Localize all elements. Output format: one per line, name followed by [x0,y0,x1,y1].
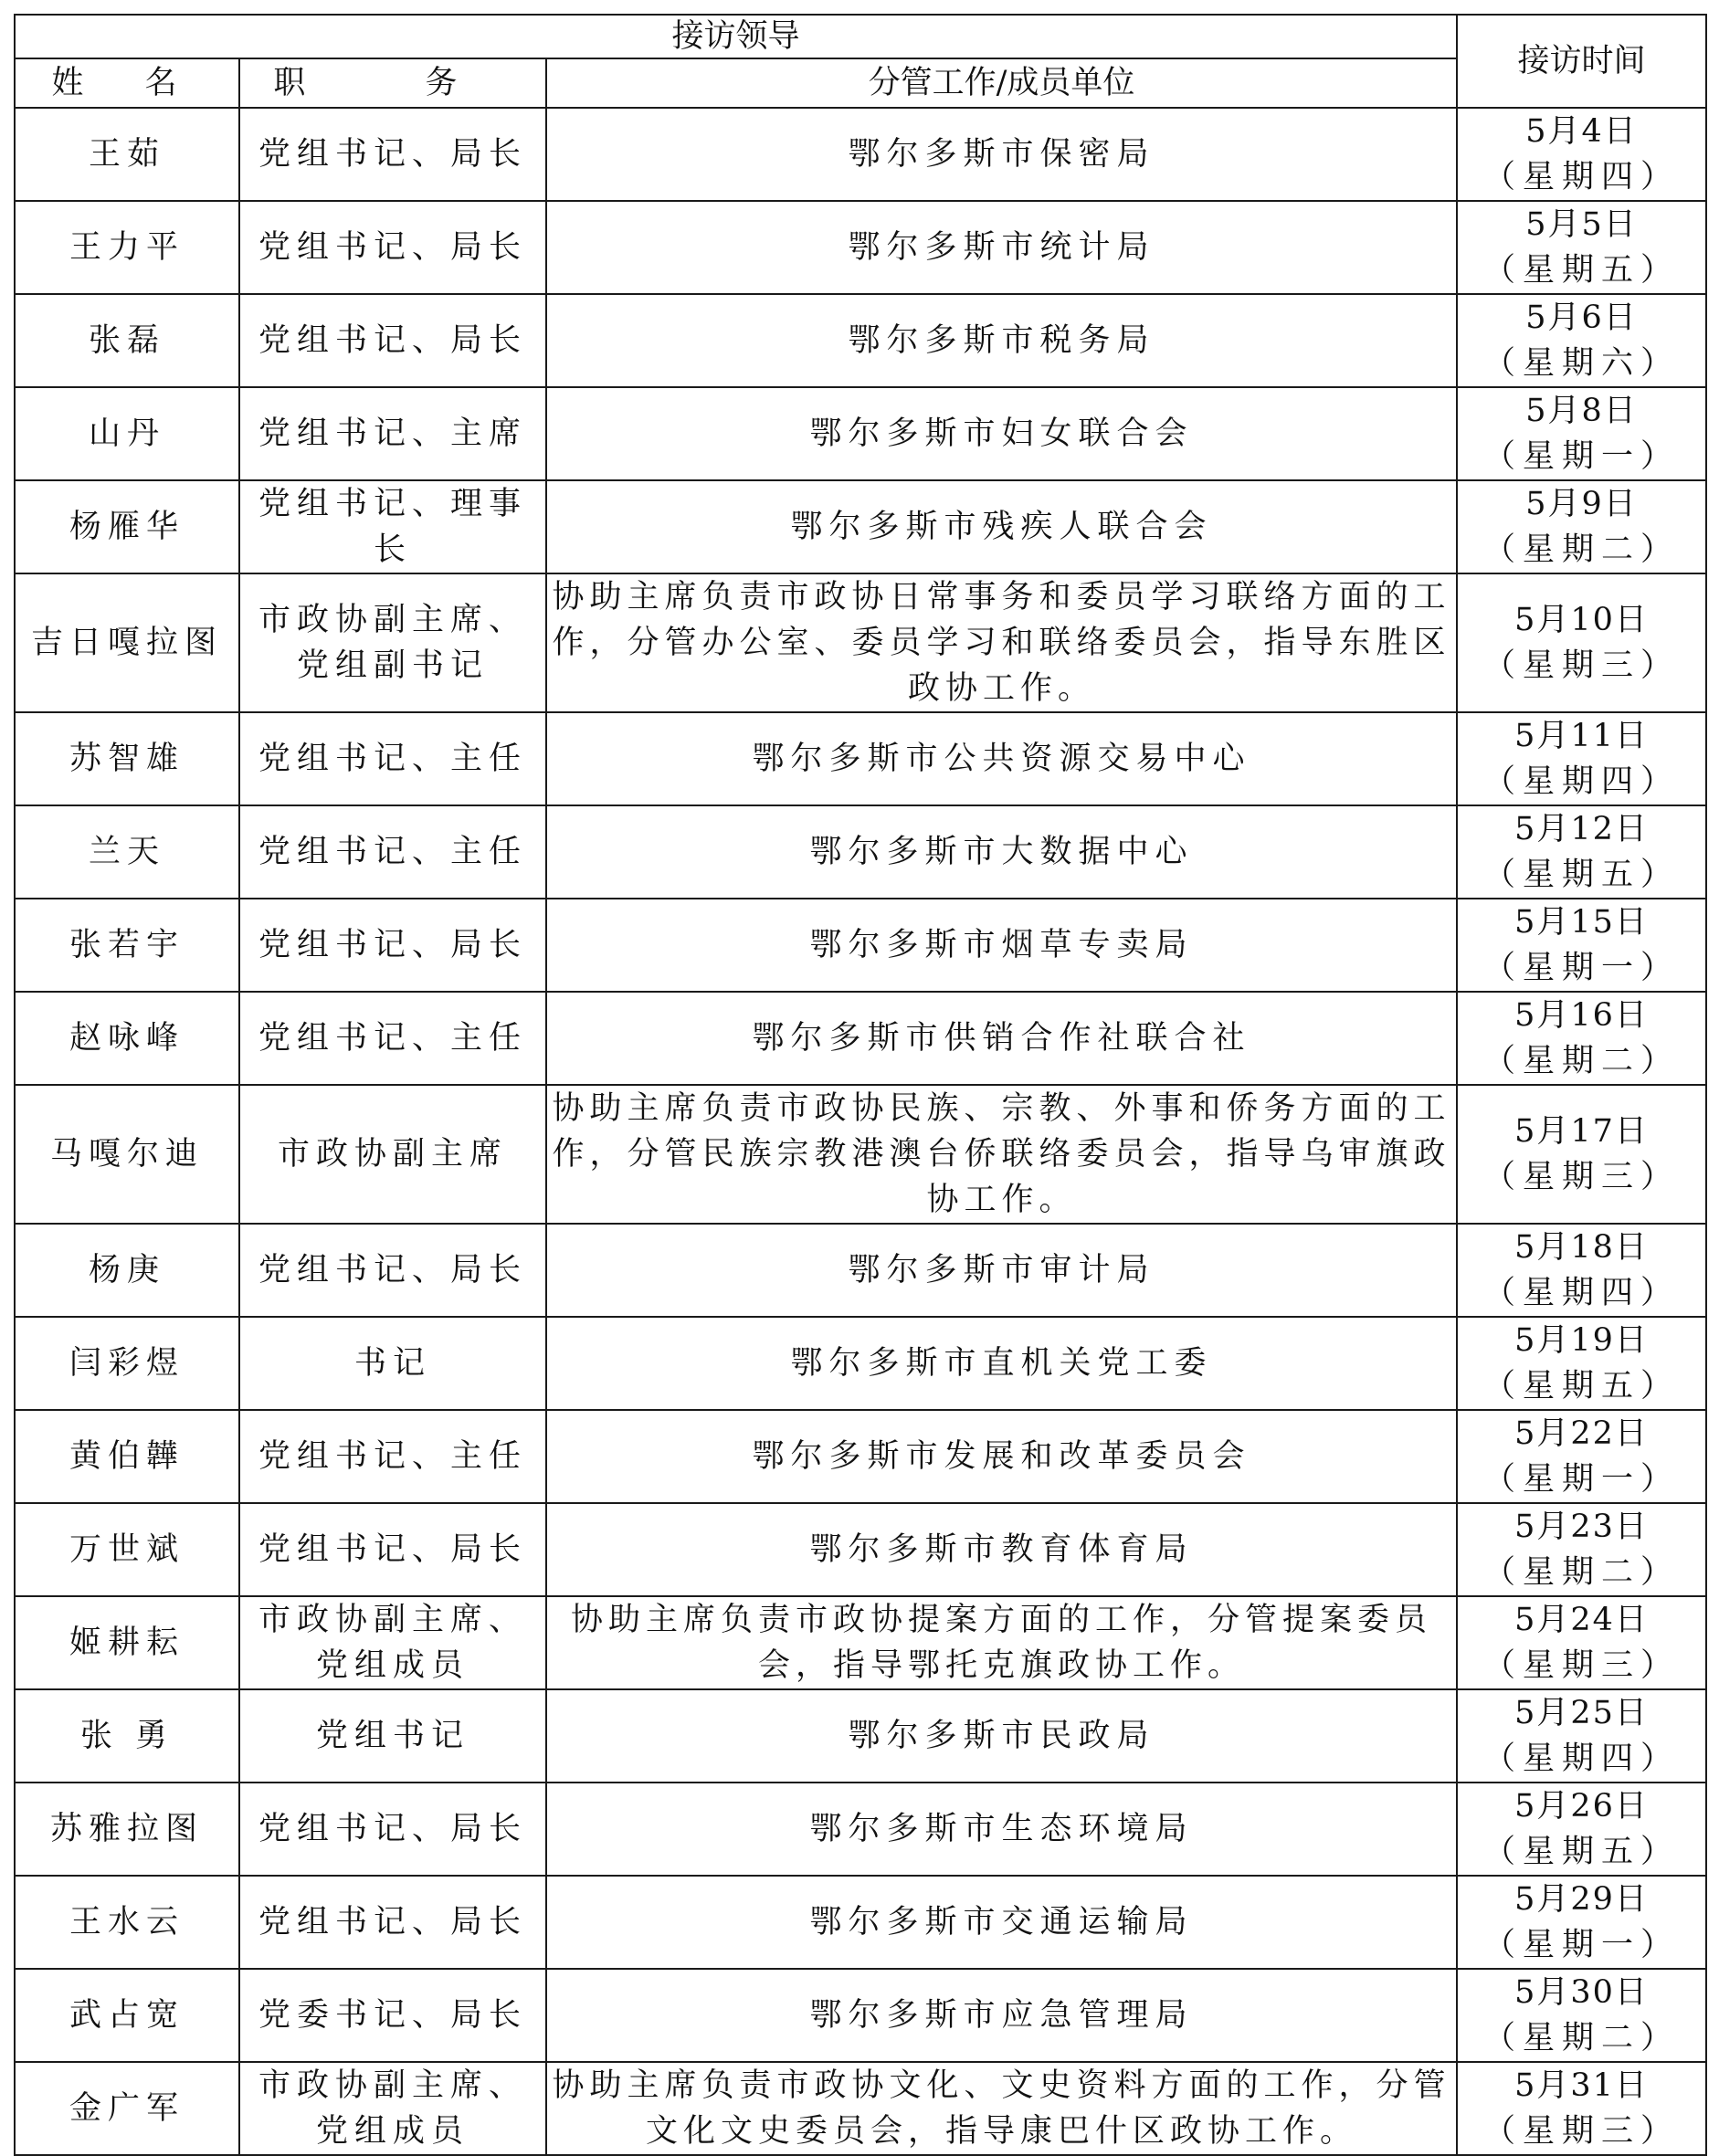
reception-date: 5月29日 [1514,1881,1649,1918]
reception-time [1457,201,1706,294]
leader-name: 王水云 [15,1876,239,1969]
leader-name: 苏雅拉图 [15,1783,239,1876]
reception-date: 5月30日 [1514,1974,1649,2011]
reception-time [1457,1969,1706,2062]
table-row [15,1317,1706,1410]
reception-time [1457,1876,1706,1969]
table-row [15,480,1706,573]
schedule-document [14,14,1705,2156]
table-row [15,1503,1706,1596]
leader-position: 党组书记、主任 [239,1410,546,1503]
leader-name: 王力平 [15,201,239,294]
duty-or-member-unit: 鄂尔多斯市生态环境局 [546,1783,1457,1876]
leader-name: 苏智雄 [15,712,239,805]
reception-time [1457,108,1706,201]
duty-or-member-unit: 鄂尔多斯市交通运输局 [546,1876,1457,1969]
table-row [15,201,1706,294]
reception-weekday: （星期五） [1483,1834,1681,1870]
duty-or-member-unit: 鄂尔多斯市应急管理局 [546,1969,1457,2062]
table-row [15,805,1706,899]
reception-time [1457,805,1706,899]
reception-date: 5月24日 [1514,1602,1649,1638]
table-row [15,992,1706,1085]
reception-weekday: （星期五） [1483,252,1681,289]
leader-position: 党组书记、主席 [239,387,546,480]
reception-time [1457,1410,1706,1503]
leader-name: 万世斌 [15,1503,239,1596]
reception-weekday: （星期六） [1483,345,1681,382]
leader-position: 市政协副主席、党组副书记 [239,573,546,712]
reception-weekday: （星期二） [1483,1554,1681,1591]
table-row [15,2062,1706,2155]
leader-position: 党组书记、局长 [239,1224,546,1317]
duty-or-member-unit: 鄂尔多斯市民政局 [546,1689,1457,1783]
leader-name: 闫彩煜 [15,1317,239,1410]
reception-weekday: （星期二） [1483,2020,1681,2056]
leader-name: 武占宽 [15,1969,239,2062]
reception-date: 5月11日 [1514,718,1649,754]
leader-position: 党组书记、主任 [239,712,546,805]
reception-weekday: （星期五） [1483,1368,1681,1404]
reception-time [1457,1689,1706,1783]
reception-date: 5月26日 [1514,1788,1649,1825]
leader-position: 市政协副主席、党组成员 [239,1596,546,1689]
leader-position: 党组书记、主任 [239,992,546,1085]
leader-name: 杨雁华 [15,480,239,573]
reception-weekday: （星期三） [1483,1647,1681,1684]
reception-weekday: （星期一） [1483,950,1681,986]
leader-position: 党组书记、理事长 [239,480,546,573]
leader-name: 黄伯韡 [15,1410,239,1503]
leader-name: 王茹 [15,108,239,201]
table-row [15,1596,1706,1689]
reception-time [1457,387,1706,480]
table-row [15,294,1706,387]
reception-weekday: （星期四） [1483,1741,1681,1777]
leader-position: 党组书记、局长 [239,1783,546,1876]
reception-time [1457,480,1706,573]
duty-or-member-unit: 鄂尔多斯市妇女联合会 [546,387,1457,480]
duty-or-member-unit: 鄂尔多斯市审计局 [546,1224,1457,1317]
table-row [15,1224,1706,1317]
reception-date: 5月25日 [1514,1695,1649,1731]
leader-position: 市政协副主席 [239,1085,546,1224]
reception-date: 5月16日 [1514,997,1649,1034]
leader-name: 张若宇 [15,899,239,992]
leader-position: 党委书记、局长 [239,1969,546,2062]
leader-position: 党组书记、局长 [239,1876,546,1969]
reception-weekday: （星期五） [1483,857,1681,893]
table-row [15,1410,1706,1503]
leader-position: 党组书记、局长 [239,1503,546,1596]
leader-name: 张 勇 [15,1689,239,1783]
duty-or-member-unit: 鄂尔多斯市教育体育局 [546,1503,1457,1596]
column-header-reception-time: 接访时间 [1457,15,1706,108]
table-row [15,573,1706,712]
table-header [15,15,1706,108]
duty-or-member-unit: 鄂尔多斯市残疾人联合会 [546,480,1457,573]
leader-position: 党组书记、局长 [239,201,546,294]
reception-date: 5月4日 [1525,113,1638,150]
reception-weekday: （星期一） [1483,1461,1681,1498]
reception-date: 5月17日 [1514,1113,1649,1150]
reception-time [1457,1503,1706,1596]
leader-name: 赵咏峰 [15,992,239,1085]
table-body [15,108,1706,2155]
reception-weekday: （星期一） [1483,1927,1681,1963]
reception-weekday: （星期三） [1483,2113,1681,2150]
reception-weekday: （星期三） [1483,1159,1681,1195]
reception-time [1457,1085,1706,1224]
leader-name: 金广军 [15,2062,239,2155]
reception-date: 5月18日 [1514,1229,1649,1266]
duty-or-member-unit: 鄂尔多斯市保密局 [546,108,1457,201]
reception-date: 5月10日 [1514,602,1649,638]
group-header-reception-leader: 接访领导 [15,15,1457,58]
reception-time [1457,1224,1706,1317]
duty-or-member-unit: 协助主席负责市政协民族、宗教、外事和侨务方面的工作，分管民族宗教港澳台侨联络委员会，指导乌审旗政协工作。 [546,1085,1457,1224]
reception-date: 5月31日 [1514,2067,1649,2104]
reception-time [1457,1317,1706,1410]
reception-time [1457,294,1706,387]
reception-date: 5月5日 [1525,206,1638,243]
leader-name: 吉日嘎拉图 [15,573,239,712]
duty-or-member-unit: 鄂尔多斯市烟草专卖局 [546,899,1457,992]
table-row [15,1876,1706,1969]
reception-date: 5月8日 [1525,393,1638,429]
reception-date: 5月12日 [1514,811,1649,847]
duty-or-member-unit: 协助主席负责市政协提案方面的工作，分管提案委员会，指导鄂托克旗政协工作。 [546,1596,1457,1689]
column-header-name: 姓 名 [15,58,239,108]
leader-name: 马嘎尔迪 [15,1085,239,1224]
duty-or-member-unit: 协助主席负责市政协日常事务和委员学习联络方面的工作，分管办公室、委员学习和联络委员会，指导东胜区政协工作。 [546,573,1457,712]
leader-position: 党组书记、局长 [239,294,546,387]
column-header-position: 职 务 [239,58,546,108]
duty-or-member-unit: 鄂尔多斯市公共资源交易中心 [546,712,1457,805]
reception-weekday: （星期一） [1483,438,1681,475]
reception-schedule-table [14,14,1707,2156]
reception-time [1457,573,1706,712]
reception-time [1457,992,1706,1085]
reception-time [1457,1596,1706,1689]
table-row [15,387,1706,480]
duty-or-member-unit: 鄂尔多斯市税务局 [546,294,1457,387]
duty-or-member-unit: 鄂尔多斯市统计局 [546,201,1457,294]
reception-weekday: （星期四） [1483,159,1681,195]
reception-time [1457,1783,1706,1876]
reception-weekday: （星期二） [1483,1043,1681,1079]
leader-position: 党组书记 [239,1689,546,1783]
table-row [15,108,1706,201]
reception-weekday: （星期二） [1483,531,1681,568]
reception-weekday: （星期四） [1483,763,1681,800]
duty-or-member-unit: 鄂尔多斯市供销合作社联合社 [546,992,1457,1085]
duty-or-member-unit: 鄂尔多斯市发展和改革委员会 [546,1410,1457,1503]
leader-name: 杨庚 [15,1224,239,1317]
table-row [15,1783,1706,1876]
reception-date: 5月22日 [1514,1415,1649,1452]
leader-name: 山丹 [15,387,239,480]
leader-position: 市政协副主席、党组成员 [239,2062,546,2155]
column-header-duty: 分管工作/成员单位 [546,58,1457,108]
leader-position: 书记 [239,1317,546,1410]
table-row [15,1085,1706,1224]
table-row [15,712,1706,805]
table-row [15,899,1706,992]
reception-weekday: （星期四） [1483,1275,1681,1311]
reception-date: 5月19日 [1514,1322,1649,1359]
leader-name: 张磊 [15,294,239,387]
reception-date: 5月15日 [1514,904,1649,941]
reception-time [1457,712,1706,805]
duty-or-member-unit: 协助主席负责市政协文化、文史资料方面的工作，分管文化文史委员会，指导康巴什区政协工作。 [546,2062,1457,2155]
duty-or-member-unit: 鄂尔多斯市大数据中心 [546,805,1457,899]
reception-time [1457,2062,1706,2155]
leader-position: 党组书记、局长 [239,899,546,992]
leader-position: 党组书记、主任 [239,805,546,899]
reception-time [1457,899,1706,992]
duty-or-member-unit: 鄂尔多斯市直机关党工委 [546,1317,1457,1410]
leader-name: 姬耕耘 [15,1596,239,1689]
table-row [15,1689,1706,1783]
reception-date: 5月6日 [1525,300,1638,336]
table-row [15,1969,1706,2062]
leader-position: 党组书记、局长 [239,108,546,201]
reception-date: 5月23日 [1514,1509,1649,1545]
reception-date: 5月9日 [1525,486,1638,522]
leader-name: 兰天 [15,805,239,899]
reception-weekday: （星期三） [1483,647,1681,684]
